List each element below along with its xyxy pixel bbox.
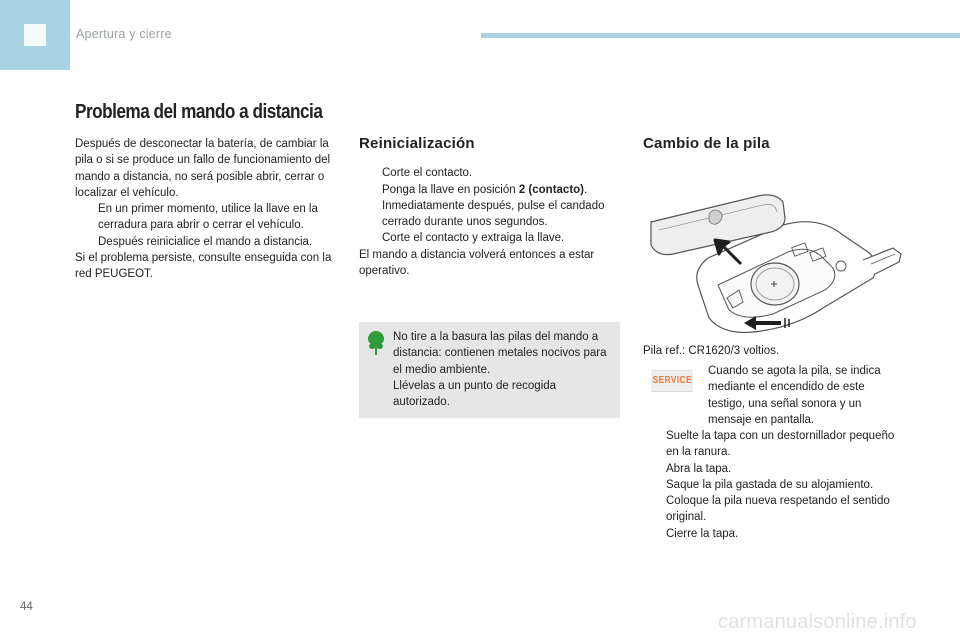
list-item: Cierre la tapa. xyxy=(666,527,739,540)
environment-note xyxy=(359,322,620,418)
battery-steps-block xyxy=(643,428,905,542)
reinit-outro: El mando a distancia volverá entonces a estar operativo. xyxy=(359,248,595,278)
service-warning-icon: SERVICE xyxy=(652,370,693,392)
list-item: Corte el contacto. xyxy=(382,167,473,180)
battery-ref-block xyxy=(643,343,905,359)
leaf-icon xyxy=(366,330,386,356)
list-item: En un primer momento, utilice la llave en la cerradura para abrir o cerrar el vehículo. xyxy=(98,203,318,232)
list-item: Saque la pila gastada de su alojamiento. xyxy=(666,478,874,491)
section-tab-square xyxy=(24,24,46,46)
reinit-column xyxy=(359,136,621,279)
page-number: 44 xyxy=(20,601,33,613)
header-rule xyxy=(481,33,960,38)
key-battery-illustration xyxy=(643,190,905,340)
intro-paragraph: Después de desconectar la batería, de cambiar la pila o si se produce un fallo de funcionamiento del mando a distancia, no será posible abrir, cerrar o localizar el vehículo. xyxy=(75,138,331,199)
contact-position: 2 (contacto) xyxy=(518,183,584,196)
list-item: Inmediatamente después, pulse el candado cerrado durante unos segundos. xyxy=(382,199,605,229)
reinit-bullet-list xyxy=(359,165,621,246)
watermark: carmanualsonline.info xyxy=(718,611,917,633)
intro-outro: Si el problema persiste, consulte enseguida con la red PEUGEOT. xyxy=(75,252,332,281)
list-item: Abra la tapa. xyxy=(666,462,732,475)
note-line: No tire a la basura las pilas del mando a distancia: contienen metales nocivos para el medio ambiente. xyxy=(393,331,607,376)
intro-column xyxy=(75,136,337,283)
section-tab xyxy=(0,0,70,70)
battery-warning-block xyxy=(708,363,898,428)
battery-column xyxy=(643,136,905,165)
note-text xyxy=(393,329,611,410)
list-item: Después reinicialice el mando a distancia. xyxy=(98,235,313,248)
battery-heading: Cambio de la pila xyxy=(643,135,770,152)
reinit-heading: Reinicialización xyxy=(359,135,475,152)
battery-reference: Pila ref.: CR1620/3 voltios. xyxy=(643,345,780,357)
list-item: Suelte la tapa con un destornillador pequeño en la ranura. xyxy=(666,430,895,459)
battery-warning: Cuando se agota la pila, se indica mediante el encendido de este testigo, una señal sonora y un mensaje en pantalla. xyxy=(708,365,881,426)
list-item: Ponga la llave en posición 2 (contacto). xyxy=(382,183,588,196)
battery-bullet-list xyxy=(643,428,905,542)
list-item: Corte el contacto y extraiga la llave. xyxy=(382,232,565,245)
running-head: Apertura y cierre xyxy=(76,27,172,41)
page-title: Problema del mando a distancia xyxy=(75,101,323,123)
list-item: Coloque la pila nueva respetando el sentido original. xyxy=(666,495,890,524)
note-line: Llévelas a un punto de recogida autorizado. xyxy=(393,379,557,409)
intro-bullet-list xyxy=(75,201,337,250)
